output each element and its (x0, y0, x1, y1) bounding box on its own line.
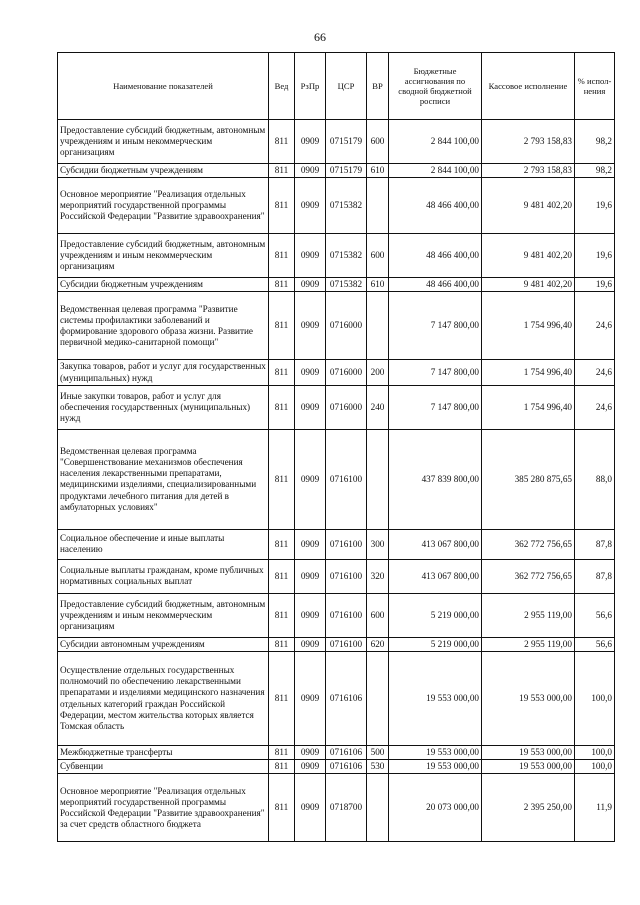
row-name: Иные закупки товаров, работ и услуг для обеспечения государственных (муниципальных) нужд (58, 385, 269, 429)
row-percent: 56,6 (575, 593, 615, 637)
row-ved: 811 (269, 360, 295, 385)
row-vr: 600 (367, 234, 389, 278)
row-ved: 811 (269, 637, 295, 651)
row-percent: 24,6 (575, 360, 615, 385)
row-vr (367, 774, 389, 842)
row-assignments: 2 844 100,00 (389, 120, 482, 164)
table-row (58, 164, 615, 178)
row-name: Субсидии бюджетным учреждениям (58, 278, 269, 292)
row-rzpr: 0909 (295, 529, 326, 559)
row-percent: 98,2 (575, 164, 615, 178)
row-assignments: 5 219 000,00 (389, 593, 482, 637)
row-vr: 320 (367, 559, 389, 593)
row-csr: 0718700 (326, 774, 367, 842)
row-percent: 56,6 (575, 637, 615, 651)
row-ved: 811 (269, 774, 295, 842)
table-row (58, 278, 615, 292)
header-ved: Вед (269, 53, 295, 120)
row-rzpr: 0909 (295, 360, 326, 385)
row-ved: 811 (269, 652, 295, 746)
row-vr: 200 (367, 360, 389, 385)
row-percent: 100,0 (575, 652, 615, 746)
row-rzpr: 0909 (295, 593, 326, 637)
row-percent: 87,8 (575, 559, 615, 593)
row-csr: 0716000 (326, 385, 367, 429)
row-cash-execution: 2 793 158,83 (482, 120, 575, 164)
row-rzpr: 0909 (295, 760, 326, 774)
row-vr (367, 178, 389, 234)
row-vr: 500 (367, 746, 389, 760)
row-cash-execution: 19 553 000,00 (482, 652, 575, 746)
row-rzpr: 0909 (295, 178, 326, 234)
row-name: Субвенции (58, 760, 269, 774)
row-cash-execution: 9 481 402,20 (482, 278, 575, 292)
row-csr: 0715382 (326, 234, 367, 278)
row-assignments: 48 466 400,00 (389, 234, 482, 278)
header-vr: ВР (367, 53, 389, 120)
row-name: Ведомственная целевая программа "Развитие системы профилактики заболеваний и формирование здорового образа жизни. Развитие первичной медико-санитарной помощи" (58, 292, 269, 360)
row-vr: 600 (367, 120, 389, 164)
row-cash-execution: 1 754 996,40 (482, 385, 575, 429)
row-cash-execution: 2 395 250,00 (482, 774, 575, 842)
row-ved: 811 (269, 120, 295, 164)
row-vr (367, 292, 389, 360)
row-csr: 0716106 (326, 746, 367, 760)
row-cash-execution: 19 553 000,00 (482, 760, 575, 774)
row-rzpr: 0909 (295, 278, 326, 292)
row-vr (367, 652, 389, 746)
row-csr: 0715179 (326, 120, 367, 164)
header-name: Наименование показателей (58, 53, 269, 120)
row-assignments: 413 067 800,00 (389, 529, 482, 559)
header-percent: % испол-нения (575, 53, 615, 120)
table-row (58, 637, 615, 651)
row-assignments: 19 553 000,00 (389, 652, 482, 746)
row-assignments: 20 073 000,00 (389, 774, 482, 842)
row-name: Предоставление субсидий бюджетным, автономным учреждениям и иным некоммерческим организациям (58, 120, 269, 164)
row-percent: 19,6 (575, 278, 615, 292)
row-assignments: 19 553 000,00 (389, 760, 482, 774)
row-cash-execution: 19 553 000,00 (482, 746, 575, 760)
row-ved: 811 (269, 746, 295, 760)
table-row (58, 593, 615, 637)
row-name: Предоставление субсидий бюджетным, автономным учреждениям и иным некоммерческим организациям (58, 593, 269, 637)
row-ved: 811 (269, 529, 295, 559)
row-ved: 811 (269, 278, 295, 292)
row-name: Субсидии автономным учреждениям (58, 637, 269, 651)
row-vr: 600 (367, 593, 389, 637)
row-percent: 24,6 (575, 385, 615, 429)
table-row (58, 120, 615, 164)
row-csr: 0716106 (326, 652, 367, 746)
table-row (58, 178, 615, 234)
table-row (58, 529, 615, 559)
row-vr: 530 (367, 760, 389, 774)
row-cash-execution: 2 955 119,00 (482, 637, 575, 651)
row-rzpr: 0909 (295, 774, 326, 842)
row-assignments: 19 553 000,00 (389, 746, 482, 760)
row-name: Межбюджетные трансферты (58, 746, 269, 760)
table-row (58, 760, 615, 774)
row-csr: 0716100 (326, 529, 367, 559)
table-row (58, 292, 615, 360)
row-cash-execution: 9 481 402,20 (482, 178, 575, 234)
row-vr: 240 (367, 385, 389, 429)
row-percent: 98,2 (575, 120, 615, 164)
row-rzpr: 0909 (295, 429, 326, 529)
row-vr: 300 (367, 529, 389, 559)
row-csr: 0716106 (326, 760, 367, 774)
row-ved: 811 (269, 385, 295, 429)
row-assignments: 437 839 800,00 (389, 429, 482, 529)
row-name: Осуществление отдельных государственных полномочий по обеспечению лекарственными препаратами и изделиями медицинского назначения отдельных категорий граждан Российской Федерации, местом жительства которых является Томская область (58, 652, 269, 746)
row-rzpr: 0909 (295, 559, 326, 593)
row-csr: 0715382 (326, 278, 367, 292)
row-name: Основное мероприятие "Реализация отдельных мероприятий государственной программы Российской Федерации "Развитие здравоохранения" (58, 178, 269, 234)
row-rzpr: 0909 (295, 385, 326, 429)
row-rzpr: 0909 (295, 746, 326, 760)
row-assignments: 5 219 000,00 (389, 637, 482, 651)
table-row (58, 652, 615, 746)
row-assignments: 2 844 100,00 (389, 164, 482, 178)
table-row (58, 429, 615, 529)
row-cash-execution: 362 772 756,65 (482, 529, 575, 559)
row-cash-execution: 9 481 402,20 (482, 234, 575, 278)
header-cash-execution: Кассовое исполнение (482, 53, 575, 120)
table-row (58, 559, 615, 593)
row-name: Субсидии бюджетным учреждениям (58, 164, 269, 178)
row-rzpr: 0909 (295, 652, 326, 746)
row-rzpr: 0909 (295, 292, 326, 360)
table-row (58, 234, 615, 278)
row-ved: 811 (269, 760, 295, 774)
page-number: 66 (314, 30, 326, 44)
row-assignments: 48 466 400,00 (389, 178, 482, 234)
row-assignments: 48 466 400,00 (389, 278, 482, 292)
table-row (58, 385, 615, 429)
row-name: Ведомственная целевая программа "Совершенствование механизмов обеспечения населения лекарственными препаратами, медицинскими изделиями, специализированными продуктами лечебного питания для детей в амбулаторных условиях" (58, 429, 269, 529)
row-assignments: 7 147 800,00 (389, 292, 482, 360)
row-ved: 811 (269, 559, 295, 593)
row-cash-execution: 2 955 119,00 (482, 593, 575, 637)
header-rzpr: РзПр (295, 53, 326, 120)
row-assignments: 7 147 800,00 (389, 360, 482, 385)
row-vr: 610 (367, 278, 389, 292)
row-csr: 0716000 (326, 292, 367, 360)
row-csr: 0716100 (326, 429, 367, 529)
row-cash-execution: 362 772 756,65 (482, 559, 575, 593)
row-cash-execution: 385 280 875,65 (482, 429, 575, 529)
row-percent: 100,0 (575, 746, 615, 760)
row-assignments: 413 067 800,00 (389, 559, 482, 593)
row-assignments: 7 147 800,00 (389, 385, 482, 429)
row-percent: 87,8 (575, 529, 615, 559)
row-percent: 19,6 (575, 234, 615, 278)
row-rzpr: 0909 (295, 234, 326, 278)
table-row (58, 774, 615, 842)
row-percent: 100,0 (575, 760, 615, 774)
row-ved: 811 (269, 164, 295, 178)
row-percent: 11,9 (575, 774, 615, 842)
row-vr: 620 (367, 637, 389, 651)
row-cash-execution: 1 754 996,40 (482, 360, 575, 385)
row-ved: 811 (269, 234, 295, 278)
row-csr: 0715179 (326, 164, 367, 178)
row-ved: 811 (269, 429, 295, 529)
row-name: Закупка товаров, работ и услуг для государственных (муниципальных) нужд (58, 360, 269, 385)
row-ved: 811 (269, 178, 295, 234)
header-assignments: Бюджетные ассигнования по сводной бюджетной росписи (389, 53, 482, 120)
row-cash-execution: 2 793 158,83 (482, 164, 575, 178)
row-percent: 88,0 (575, 429, 615, 529)
row-csr: 0716100 (326, 593, 367, 637)
header-csr: ЦСР (326, 53, 367, 120)
row-csr: 0716100 (326, 637, 367, 651)
row-name: Социальное обеспечение и иные выплаты населению (58, 529, 269, 559)
row-ved: 811 (269, 593, 295, 637)
row-csr: 0715382 (326, 178, 367, 234)
row-csr: 0716000 (326, 360, 367, 385)
table-row (58, 360, 615, 385)
row-cash-execution: 1 754 996,40 (482, 292, 575, 360)
table-row (58, 746, 615, 760)
header-row (58, 53, 615, 120)
row-name: Основное мероприятие "Реализация отдельных мероприятий государственной программы Российской Федерации "Развитие здравоохранения" за счет средств областного бюджета (58, 774, 269, 842)
row-percent: 19,6 (575, 178, 615, 234)
row-rzpr: 0909 (295, 120, 326, 164)
row-rzpr: 0909 (295, 164, 326, 178)
row-csr: 0716100 (326, 559, 367, 593)
row-name: Социальные выплаты гражданам, кроме публичных нормативных социальных выплат (58, 559, 269, 593)
row-vr: 610 (367, 164, 389, 178)
row-name: Предоставление субсидий бюджетным, автономным учреждениям и иным некоммерческим организациям (58, 234, 269, 278)
row-percent: 24,6 (575, 292, 615, 360)
row-ved: 811 (269, 292, 295, 360)
row-vr (367, 429, 389, 529)
row-rzpr: 0909 (295, 637, 326, 651)
budget-execution-table (57, 52, 615, 842)
